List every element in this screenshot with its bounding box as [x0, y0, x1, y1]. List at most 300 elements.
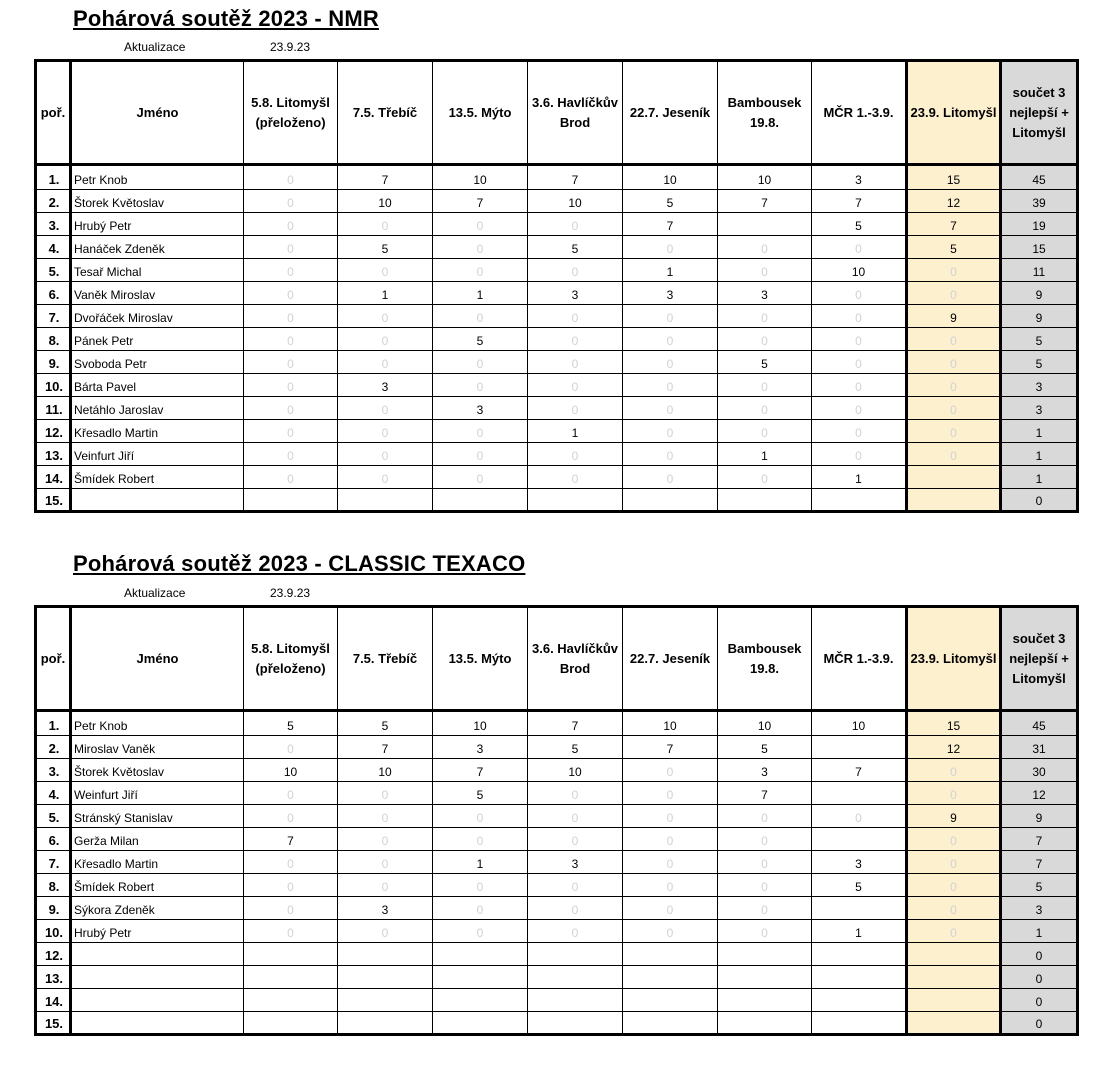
rank-cell: 3. — [36, 213, 71, 236]
score-cell: 0 — [244, 305, 338, 328]
score-cell: 3 — [812, 165, 907, 190]
name-cell — [71, 966, 244, 989]
texaco-update-label: Aktualizace — [124, 586, 186, 600]
nmr-table — [34, 59, 1079, 513]
nmr-title: Pohárová soutěž 2023 - NMR — [73, 6, 379, 31]
header-col4: 3.6. Havlíčkův Brod — [528, 607, 623, 711]
score-cell: 0 — [433, 374, 528, 397]
score-cell: 0 — [907, 397, 1001, 420]
score-cell: 0 — [433, 443, 528, 466]
texaco-table — [34, 605, 1079, 1036]
table-row — [36, 190, 1078, 213]
name-cell: Bárta Pavel — [71, 374, 244, 397]
table-row — [36, 328, 1078, 351]
score-cell: 7 — [528, 165, 623, 190]
header-col2: 7.5. Třebíč — [338, 61, 433, 165]
table-row — [36, 711, 1078, 736]
header-rank: poř. — [36, 607, 71, 711]
nmr-rows — [36, 165, 1078, 512]
score-cell — [812, 989, 907, 1012]
score-cell: 0 — [433, 213, 528, 236]
score-cell: 7 — [718, 782, 812, 805]
score-cell: 0 — [244, 282, 338, 305]
score-cell: 1 — [338, 282, 433, 305]
rank-cell: 9. — [36, 897, 71, 920]
table-row — [36, 828, 1078, 851]
score-cell: 7 — [1001, 851, 1078, 874]
name-cell: Netáhlo Jaroslav — [71, 397, 244, 420]
name-cell: Hrubý Petr — [71, 920, 244, 943]
name-cell: Šmídek Robert — [71, 874, 244, 897]
score-cell: 0 — [338, 328, 433, 351]
score-cell: 0 — [907, 351, 1001, 374]
score-cell: 5 — [907, 236, 1001, 259]
score-cell: 0 — [907, 874, 1001, 897]
score-cell: 9 — [1001, 282, 1078, 305]
score-cell: 3 — [338, 374, 433, 397]
score-cell: 0 — [433, 805, 528, 828]
score-cell — [338, 1012, 433, 1035]
score-cell: 12 — [1001, 782, 1078, 805]
table-row — [36, 920, 1078, 943]
rank-cell: 5. — [36, 259, 71, 282]
table-row — [36, 943, 1078, 966]
score-cell: 0 — [244, 736, 338, 759]
score-cell — [244, 989, 338, 1012]
score-cell — [812, 489, 907, 512]
score-cell: 7 — [433, 759, 528, 782]
score-cell — [338, 989, 433, 1012]
table-row — [36, 351, 1078, 374]
rank-cell: 2. — [36, 736, 71, 759]
table-row — [36, 851, 1078, 874]
name-cell: Svoboda Petr — [71, 351, 244, 374]
score-cell — [907, 466, 1001, 489]
score-cell — [623, 489, 718, 512]
score-cell: 3 — [1001, 397, 1078, 420]
table-row — [36, 759, 1078, 782]
score-cell: 9 — [907, 305, 1001, 328]
score-cell: 0 — [718, 328, 812, 351]
score-cell: 0 — [907, 782, 1001, 805]
score-cell: 0 — [528, 920, 623, 943]
table-row — [36, 374, 1078, 397]
score-cell: 0 — [528, 305, 623, 328]
score-cell — [812, 782, 907, 805]
rank-cell: 14. — [36, 989, 71, 1012]
rank-cell: 15. — [36, 489, 71, 512]
table-row — [36, 805, 1078, 828]
score-cell: 0 — [718, 851, 812, 874]
score-cell: 0 — [623, 374, 718, 397]
score-cell: 0 — [528, 328, 623, 351]
score-cell: 0 — [623, 443, 718, 466]
score-cell: 0 — [812, 328, 907, 351]
score-cell: 9 — [1001, 305, 1078, 328]
score-cell — [338, 943, 433, 966]
score-cell: 0 — [623, 851, 718, 874]
score-cell: 10 — [338, 190, 433, 213]
score-cell: 0 — [623, 828, 718, 851]
score-cell: 0 — [244, 190, 338, 213]
table-row — [36, 966, 1078, 989]
header-col8: 23.9. Litomyšl — [907, 61, 1001, 165]
score-cell: 0 — [244, 920, 338, 943]
rank-cell: 2. — [36, 190, 71, 213]
score-cell: 0 — [433, 420, 528, 443]
name-cell: Šmídek Robert — [71, 466, 244, 489]
score-cell: 7 — [338, 165, 433, 190]
score-cell: 11 — [1001, 259, 1078, 282]
score-cell: 0 — [528, 213, 623, 236]
score-cell: 7 — [812, 190, 907, 213]
score-cell: 7 — [433, 190, 528, 213]
score-cell: 0 — [244, 897, 338, 920]
score-cell: 0 — [433, 236, 528, 259]
texaco-rows — [36, 711, 1078, 1035]
score-cell: 0 — [244, 213, 338, 236]
name-cell — [71, 943, 244, 966]
score-cell: 1 — [1001, 920, 1078, 943]
score-cell: 0 — [623, 466, 718, 489]
table-row — [36, 443, 1078, 466]
score-cell: 3 — [433, 397, 528, 420]
score-cell: 0 — [812, 805, 907, 828]
score-cell: 45 — [1001, 165, 1078, 190]
score-cell: 1 — [812, 466, 907, 489]
name-cell: Štorek Květoslav — [71, 759, 244, 782]
score-cell: 0 — [812, 305, 907, 328]
rank-cell: 5. — [36, 805, 71, 828]
score-cell: 0 — [718, 897, 812, 920]
score-cell: 0 — [528, 443, 623, 466]
score-cell: 5 — [338, 236, 433, 259]
score-cell: 0 — [338, 351, 433, 374]
name-cell: Křesadlo Martin — [71, 851, 244, 874]
rank-cell: 15. — [36, 1012, 71, 1035]
score-cell: 0 — [907, 328, 1001, 351]
nmr-update-label: Aktualizace — [124, 40, 186, 54]
rank-cell: 8. — [36, 874, 71, 897]
name-cell: Štorek Květoslav — [71, 190, 244, 213]
score-cell: 0 — [623, 759, 718, 782]
table-row — [36, 259, 1078, 282]
score-cell: 0 — [244, 420, 338, 443]
score-cell — [528, 489, 623, 512]
score-cell: 0 — [244, 851, 338, 874]
score-cell: 0 — [718, 305, 812, 328]
score-cell: 10 — [338, 759, 433, 782]
score-cell: 5 — [812, 874, 907, 897]
header-col5: 22.7. Jeseník — [623, 607, 718, 711]
score-cell: 0 — [812, 443, 907, 466]
score-cell: 0 — [338, 920, 433, 943]
rank-cell: 3. — [36, 759, 71, 782]
score-cell: 0 — [528, 466, 623, 489]
score-cell — [718, 213, 812, 236]
score-cell: 0 — [718, 374, 812, 397]
rank-cell: 7. — [36, 305, 71, 328]
name-cell: Weinfurt Jiří — [71, 782, 244, 805]
score-cell: 10 — [623, 711, 718, 736]
score-cell: 5 — [718, 736, 812, 759]
rank-cell: 12. — [36, 420, 71, 443]
name-cell: Hanáček Zdeněk — [71, 236, 244, 259]
score-cell: 1 — [623, 259, 718, 282]
score-cell: 1 — [1001, 443, 1078, 466]
score-cell: 0 — [718, 874, 812, 897]
score-cell: 0 — [433, 305, 528, 328]
score-cell: 0 — [528, 874, 623, 897]
score-cell: 7 — [244, 828, 338, 851]
score-cell: 0 — [338, 851, 433, 874]
score-cell: 0 — [244, 374, 338, 397]
header-col7: MČR 1.-3.9. — [812, 61, 907, 165]
score-cell: 3 — [812, 851, 907, 874]
score-cell: 0 — [528, 351, 623, 374]
score-cell: 0 — [433, 897, 528, 920]
score-cell — [718, 489, 812, 512]
score-cell: 0 — [433, 466, 528, 489]
name-cell: Sýkora Zdeněk — [71, 897, 244, 920]
score-cell — [718, 1012, 812, 1035]
header-col7: MČR 1.-3.9. — [812, 607, 907, 711]
score-cell: 0 — [433, 351, 528, 374]
score-cell — [907, 1012, 1001, 1035]
score-cell: 0 — [907, 897, 1001, 920]
score-cell — [528, 966, 623, 989]
score-cell: 0 — [1001, 489, 1078, 512]
score-cell: 5 — [812, 213, 907, 236]
name-cell: Pánek Petr — [71, 328, 244, 351]
score-cell — [244, 489, 338, 512]
score-cell: 7 — [907, 213, 1001, 236]
table-row — [36, 282, 1078, 305]
score-cell — [528, 943, 623, 966]
score-cell: 0 — [623, 782, 718, 805]
score-cell: 0 — [433, 920, 528, 943]
score-cell — [528, 1012, 623, 1035]
name-cell: Petr Knob — [71, 711, 244, 736]
score-cell: 0 — [812, 351, 907, 374]
score-cell: 7 — [338, 736, 433, 759]
rank-cell: 1. — [36, 711, 71, 736]
name-cell: Tesař Michal — [71, 259, 244, 282]
name-cell — [71, 489, 244, 512]
score-cell: 0 — [907, 851, 1001, 874]
score-cell: 3 — [718, 759, 812, 782]
score-cell — [433, 1012, 528, 1035]
score-cell: 1 — [1001, 466, 1078, 489]
score-cell: 7 — [623, 736, 718, 759]
score-cell: 0 — [338, 805, 433, 828]
score-cell — [528, 989, 623, 1012]
score-cell: 1 — [718, 443, 812, 466]
rank-cell: 6. — [36, 828, 71, 851]
score-cell: 0 — [907, 443, 1001, 466]
score-cell: 0 — [623, 236, 718, 259]
score-cell: 0 — [812, 397, 907, 420]
score-cell: 0 — [718, 920, 812, 943]
score-cell: 30 — [1001, 759, 1078, 782]
score-cell: 3 — [433, 736, 528, 759]
score-cell: 5 — [244, 711, 338, 736]
header-col9: součet 3 nejlepší + Litomyšl — [1001, 607, 1078, 711]
rank-cell: 7. — [36, 851, 71, 874]
score-cell: 3 — [623, 282, 718, 305]
header-name: Jméno — [71, 61, 244, 165]
score-cell: 1 — [433, 282, 528, 305]
name-cell: Křesadlo Martin — [71, 420, 244, 443]
table-row — [36, 874, 1078, 897]
score-cell: 0 — [907, 259, 1001, 282]
score-cell: 0 — [338, 259, 433, 282]
score-cell: 10 — [244, 759, 338, 782]
score-cell: 10 — [812, 711, 907, 736]
header-col1: 5.8. Litomyšl (přeloženo) — [244, 607, 338, 711]
score-cell: 10 — [812, 259, 907, 282]
score-cell: 10 — [623, 165, 718, 190]
score-cell: 0 — [907, 374, 1001, 397]
score-cell: 0 — [623, 328, 718, 351]
score-cell: 0 — [244, 328, 338, 351]
nmr-update-date: 23.9.23 — [270, 40, 311, 54]
score-cell: 0 — [623, 805, 718, 828]
table-row — [36, 989, 1078, 1012]
score-cell — [623, 966, 718, 989]
score-cell: 19 — [1001, 213, 1078, 236]
table-row — [36, 489, 1078, 512]
score-cell: 5 — [528, 736, 623, 759]
score-cell: 5 — [1001, 328, 1078, 351]
rank-cell: 13. — [36, 443, 71, 466]
texaco-title: Pohárová soutěž 2023 - CLASSIC TEXACO — [73, 551, 526, 576]
name-cell: Petr Knob — [71, 165, 244, 190]
score-cell: 15 — [907, 165, 1001, 190]
score-cell: 0 — [623, 897, 718, 920]
header-col6: Bambousek 19.8. — [718, 61, 812, 165]
score-cell: 0 — [718, 397, 812, 420]
rank-cell: 12. — [36, 943, 71, 966]
score-cell: 0 — [1001, 989, 1078, 1012]
header-col1: 5.8. Litomyšl (přeloženo) — [244, 61, 338, 165]
score-cell: 0 — [244, 443, 338, 466]
score-cell — [812, 943, 907, 966]
score-cell — [718, 989, 812, 1012]
rank-cell: 1. — [36, 165, 71, 190]
score-cell: 0 — [528, 397, 623, 420]
table-row — [36, 782, 1078, 805]
rank-cell: 8. — [36, 328, 71, 351]
score-cell: 3 — [1001, 897, 1078, 920]
header-col4: 3.6. Havlíčkův Brod — [528, 61, 623, 165]
score-cell — [718, 943, 812, 966]
header-col9: součet 3 nejlepší + Litomyšl — [1001, 61, 1078, 165]
score-cell: 0 — [623, 305, 718, 328]
score-cell — [433, 989, 528, 1012]
score-cell: 3 — [1001, 374, 1078, 397]
score-cell — [907, 943, 1001, 966]
rank-cell: 4. — [36, 782, 71, 805]
score-cell: 7 — [528, 711, 623, 736]
rank-cell: 10. — [36, 920, 71, 943]
score-cell: 0 — [528, 374, 623, 397]
score-cell: 15 — [907, 711, 1001, 736]
score-cell: 0 — [907, 282, 1001, 305]
score-cell: 1 — [528, 420, 623, 443]
score-cell — [623, 943, 718, 966]
score-cell: 5 — [528, 236, 623, 259]
score-cell: 3 — [528, 851, 623, 874]
score-cell — [338, 489, 433, 512]
table-row — [36, 420, 1078, 443]
header-col8: 23.9. Litomyšl — [907, 607, 1001, 711]
texaco-update-date: 23.9.23 — [270, 586, 311, 600]
score-cell — [907, 489, 1001, 512]
score-cell: 0 — [718, 420, 812, 443]
score-cell: 39 — [1001, 190, 1078, 213]
score-cell: 0 — [718, 466, 812, 489]
rank-cell: 14. — [36, 466, 71, 489]
score-cell — [433, 943, 528, 966]
score-cell: 0 — [812, 236, 907, 259]
score-cell: 31 — [1001, 736, 1078, 759]
header-col6: Bambousek 19.8. — [718, 607, 812, 711]
score-cell: 5 — [1001, 351, 1078, 374]
table-row — [36, 165, 1078, 190]
score-cell: 0 — [718, 236, 812, 259]
header-col5: 22.7. Jeseník — [623, 61, 718, 165]
score-cell: 0 — [244, 805, 338, 828]
score-cell: 0 — [244, 236, 338, 259]
score-cell: 0 — [812, 282, 907, 305]
score-cell — [907, 966, 1001, 989]
score-cell: 15 — [1001, 236, 1078, 259]
score-cell: 0 — [338, 828, 433, 851]
score-cell: 1 — [433, 851, 528, 874]
name-cell: Hrubý Petr — [71, 213, 244, 236]
score-cell: 5 — [623, 190, 718, 213]
score-cell — [623, 989, 718, 1012]
score-cell: 0 — [907, 759, 1001, 782]
header-col2: 7.5. Třebíč — [338, 607, 433, 711]
score-cell: 0 — [528, 897, 623, 920]
score-cell: 0 — [1001, 966, 1078, 989]
score-cell: 0 — [1001, 1012, 1078, 1035]
score-cell: 5 — [433, 782, 528, 805]
score-cell: 10 — [433, 165, 528, 190]
score-cell: 12 — [907, 736, 1001, 759]
header-name: Jméno — [71, 607, 244, 711]
table-row — [36, 213, 1078, 236]
score-cell: 5 — [338, 711, 433, 736]
score-cell: 3 — [528, 282, 623, 305]
score-cell: 0 — [433, 828, 528, 851]
score-cell: 0 — [433, 874, 528, 897]
score-cell: 0 — [528, 805, 623, 828]
score-cell: 0 — [528, 782, 623, 805]
score-cell: 10 — [433, 711, 528, 736]
name-cell: Miroslav Vaněk — [71, 736, 244, 759]
score-cell: 0 — [812, 420, 907, 443]
score-cell: 10 — [718, 165, 812, 190]
score-cell: 9 — [1001, 805, 1078, 828]
score-cell: 0 — [244, 397, 338, 420]
score-cell: 0 — [623, 397, 718, 420]
score-cell — [907, 989, 1001, 1012]
score-cell — [244, 1012, 338, 1035]
score-cell: 0 — [244, 466, 338, 489]
